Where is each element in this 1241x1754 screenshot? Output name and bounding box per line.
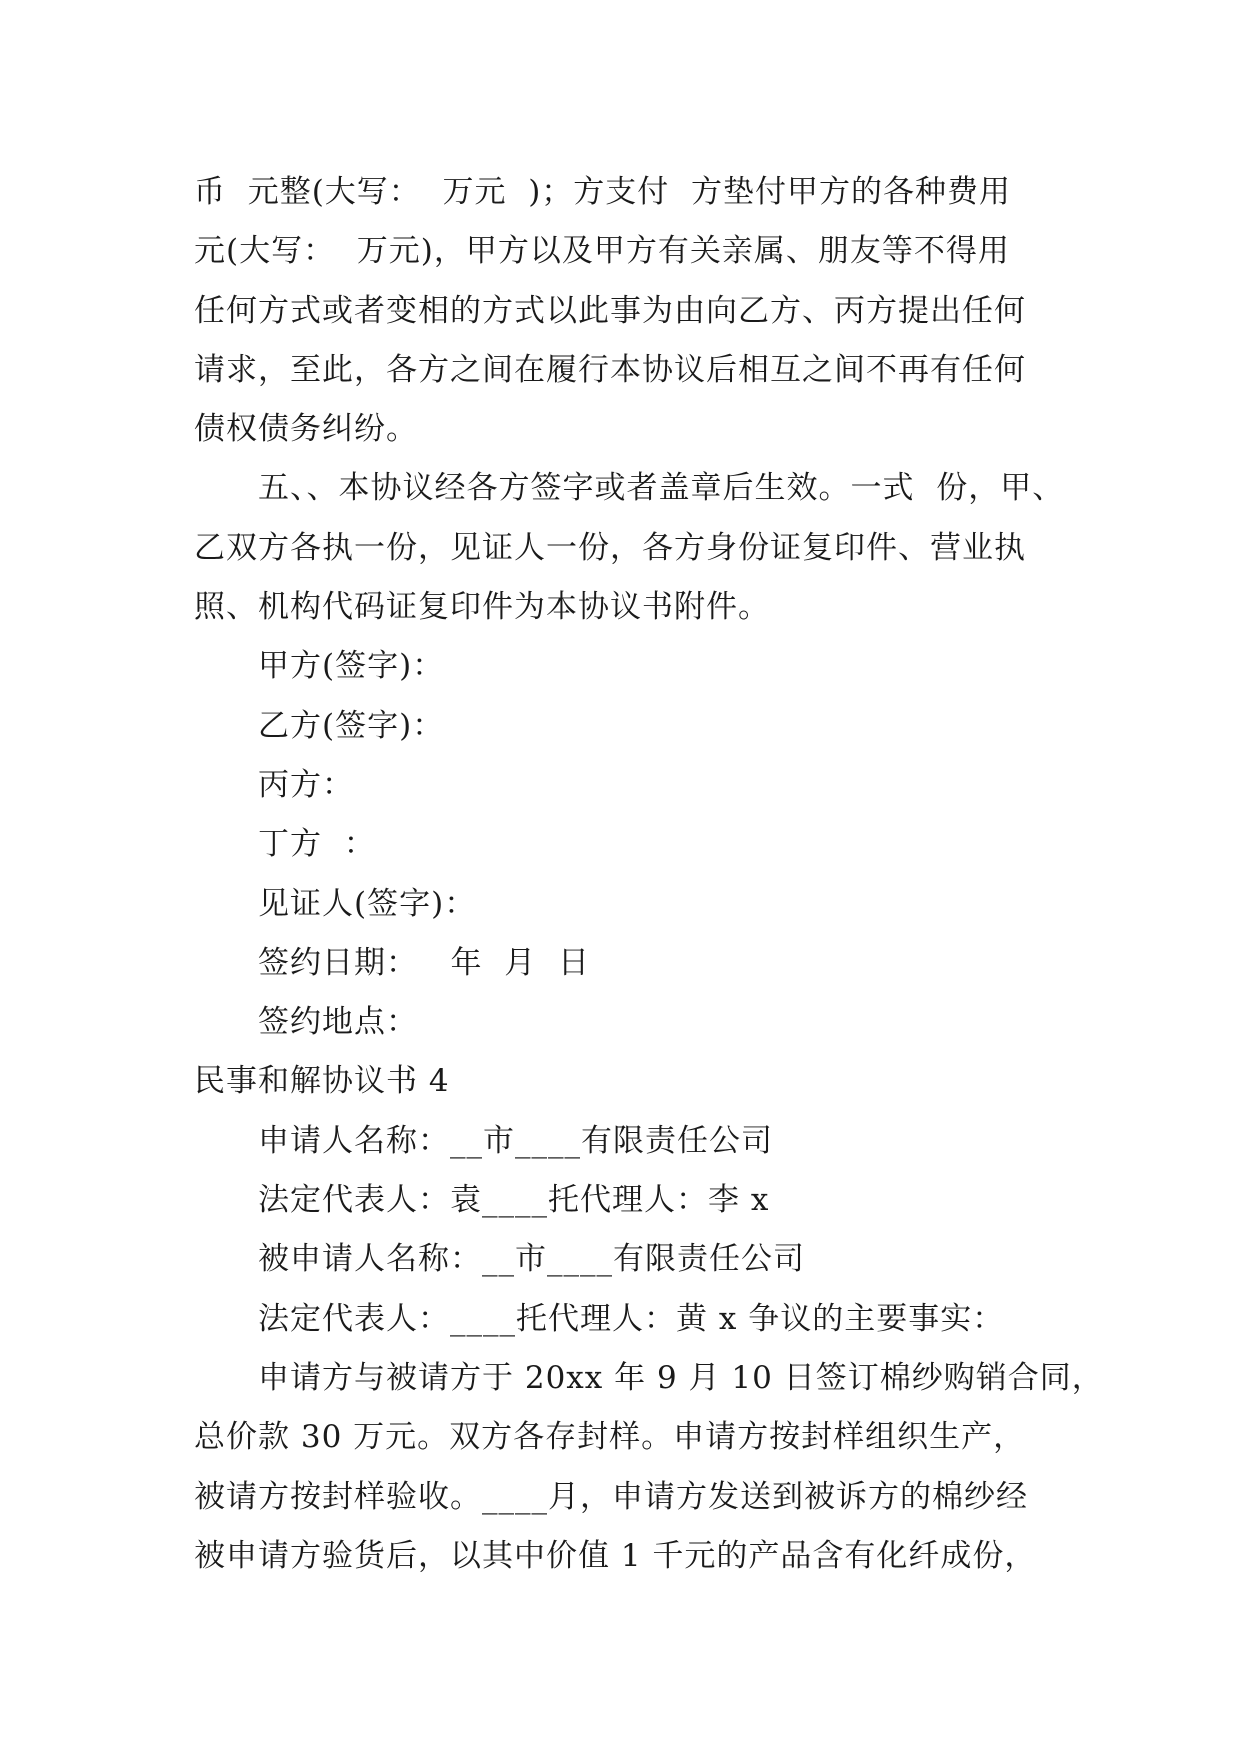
- body-line: 币 元整(大写： 万元 )；方支付 方垫付甲方的各种费用: [194, 174, 1012, 210]
- document-body: [194, 163, 1104, 1586]
- body-line: 任何方式或者变相的方式以此事为由向乙方、丙方提出任何: [194, 292, 1026, 329]
- signing-place: 签约地点：: [258, 1004, 418, 1041]
- body-line: 元(大写： 万元)，甲方以及甲方有关亲属、朋友等不得用: [194, 233, 1010, 270]
- clause-five-line: 五、、本协议经各方签字或者盖章后生效。一式 份，甲、: [258, 470, 1065, 507]
- party-d: 丁方 ：: [258, 826, 376, 863]
- respondent-name: 被申请人名称：__市____有限责任公司: [258, 1241, 805, 1278]
- section-title: 民事和解协议书 4: [194, 1063, 450, 1100]
- facts-line: 申请方与被请方于 20xx 年 9 月 10 日签订棉纱购销合同，: [258, 1359, 1104, 1396]
- facts-line: 被申请方验货后，以其中价值 1 千元的产品含有化纤成份，: [194, 1537, 1037, 1574]
- body-line: 乙双方各执一份，见证人一份，各方身份证复印件、营业执: [194, 529, 1026, 566]
- party-b-signature: 乙方(签字)：: [258, 707, 445, 744]
- applicant-representative: 法定代表人：袁____托代理人：李 x: [258, 1182, 770, 1219]
- body-line: 请求，至此，各方之间在履行本协议后相互之间不再有任何: [194, 351, 1026, 388]
- party-c: 丙方：: [258, 766, 354, 803]
- respondent-representative: 法定代表人：____托代理人：黄 x 争议的主要事实：: [258, 1300, 1005, 1337]
- signing-date: 签约日期： 年 月 日: [258, 944, 590, 981]
- party-a-signature: 甲方(签字)：: [258, 648, 445, 685]
- facts-line: 总价款 30 万元。双方各存封样。申请方按封样组织生产，: [194, 1419, 1026, 1456]
- body-line: 债权债务纠纷。: [194, 411, 418, 448]
- facts-line: 被请方按封样验收。____月，申请方发送到被诉方的棉纱经: [194, 1478, 1028, 1515]
- body-line: 照、机构代码证复印件为本协议书附件。: [194, 589, 770, 626]
- applicant-name: 申请人名称：__市____有限责任公司: [258, 1122, 773, 1159]
- witness-signature: 见证人(签字)：: [258, 885, 477, 922]
